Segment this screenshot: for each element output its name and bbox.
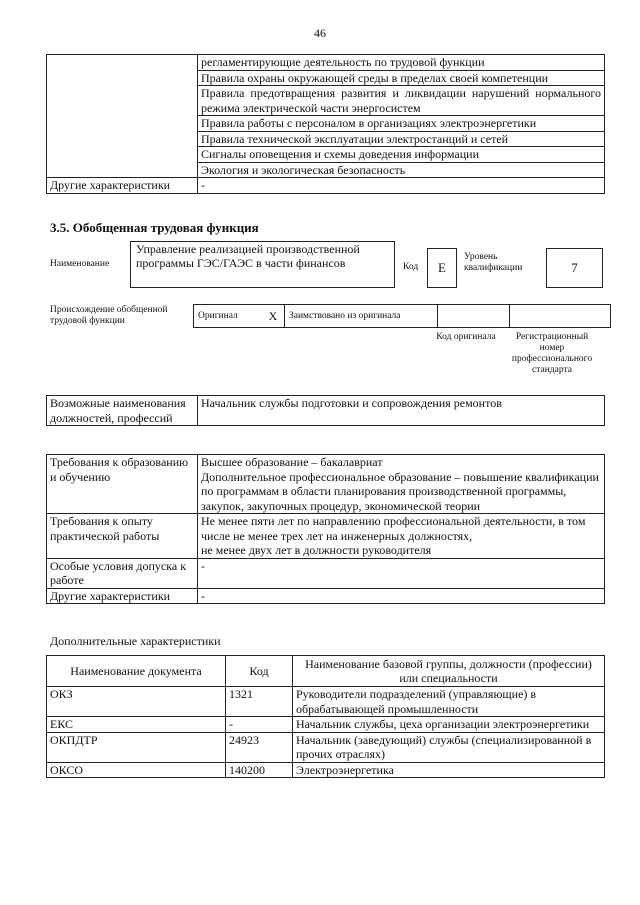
doc-cell: ОКЗ — [47, 687, 226, 717]
reg-number-cell — [510, 305, 611, 328]
additional-characteristics-table — [46, 655, 605, 778]
function-name-box: Управление реализацией производственной программы ГЭС/ГАЭС в части финансов — [130, 241, 395, 288]
code-value-box: E — [427, 248, 457, 288]
table-row — [47, 687, 605, 717]
knowledge-item: Правила работы с персоналом в организациях электроэнергетики — [198, 116, 605, 132]
requirement-label: Другие характеристики — [47, 588, 198, 604]
table-row — [47, 588, 605, 604]
qualification-level-box: 7 — [546, 248, 603, 288]
reg-number-caption: Регистрационный номер профессионального стандарта — [511, 332, 593, 375]
origin-table — [193, 304, 611, 328]
requirement-label: Требования к образованию и обучению — [47, 455, 198, 514]
requirement-label: Требования к опыту практической работы — [47, 514, 198, 559]
code-label: Код — [403, 262, 419, 272]
name-label: Наименование — [50, 259, 110, 269]
original-label: Оригинал — [194, 305, 263, 328]
requirement-value: - — [198, 558, 605, 588]
section-title: 3.5. Обобщенная трудовая функция — [50, 220, 259, 235]
knowledge-item: Экология и экологическая безопасность — [198, 162, 605, 178]
name-cell: Начальник (заведующий) службы (специализированной в прочих отраслях) — [293, 732, 605, 762]
page-number: 46 — [314, 26, 326, 40]
doc-cell: ЕКС — [47, 717, 226, 733]
header-code: Код — [226, 656, 293, 687]
qualification-level-label: Уровень квалификации — [464, 252, 523, 273]
knowledge-item: Правила технической эксплуатации электростанций и сетей — [198, 131, 605, 147]
requirement-value: Не менее пяти лет по направлению профессиональной деятельности, в том числе не менее трех лет на инженерных должностях, не менее двух лет в должности руководителя — [198, 514, 605, 559]
code-original-cell — [438, 305, 510, 328]
code-original-caption: Код оригинала — [436, 332, 496, 342]
name-cell: Руководители подразделений (управляющие) в обрабатывающей промышленности — [293, 687, 605, 717]
job-titles-table — [46, 395, 605, 426]
job-titles-label: Возможные наименования должностей, профессий — [47, 396, 198, 426]
original-mark: X — [262, 305, 285, 328]
name-cell: Начальник службы, цеха организации электроэнергетики — [293, 717, 605, 733]
knowledge-item: регламентирующие деятельность по трудовой функции — [198, 55, 605, 71]
table-row — [47, 732, 605, 762]
knowledge-item: Правила предотвращения развития и ликвидации нарушений нормального режима электрической части энергосистем — [198, 86, 605, 116]
knowledge-table — [46, 54, 605, 194]
requirements-table — [46, 454, 605, 604]
other-characteristics-label: Другие характеристики — [47, 178, 198, 194]
table-row — [47, 455, 605, 514]
doc-cell: ОКПДТР — [47, 732, 226, 762]
table-header-row — [47, 656, 605, 687]
table-row — [47, 558, 605, 588]
code-cell: 24923 — [226, 732, 293, 762]
header-document: Наименование документа — [47, 656, 226, 687]
code-cell: - — [226, 717, 293, 733]
name-cell: Электроэнергетика — [293, 762, 605, 778]
code-cell: 140200 — [226, 762, 293, 778]
borrowed-label: Заимствовано из оригинала — [285, 305, 438, 328]
additional-characteristics-title: Дополнительные характеристики — [50, 634, 221, 648]
requirement-label: Особые условия допуска к работе — [47, 558, 198, 588]
table-row — [47, 762, 605, 778]
code-cell: 1321 — [226, 687, 293, 717]
requirement-value: Высшее образование – бакалавриат Дополнительное профессиональное образование – повышение квалификации по программам в области планирования производственной программы, закупок, закупочных процедур, экономической теории — [198, 455, 605, 514]
knowledge-item: Сигналы оповещения и схемы доведения информации — [198, 147, 605, 163]
origin-label: Происхождение обобщенной трудовой функции — [50, 305, 168, 326]
requirement-value: - — [198, 588, 605, 604]
header-name: Наименование базовой группы, должности (профессии) или специальности — [293, 656, 605, 687]
other-characteristics-value: - — [198, 178, 605, 194]
table-row — [47, 514, 605, 559]
knowledge-item: Правила охраны окружающей среды в пределах своей компетенции — [198, 70, 605, 86]
table-row — [47, 717, 605, 733]
knowledge-label-cell — [47, 55, 198, 178]
job-titles-value: Начальник службы подготовки и сопровождения ремонтов — [198, 396, 605, 426]
doc-cell: ОКСО — [47, 762, 226, 778]
